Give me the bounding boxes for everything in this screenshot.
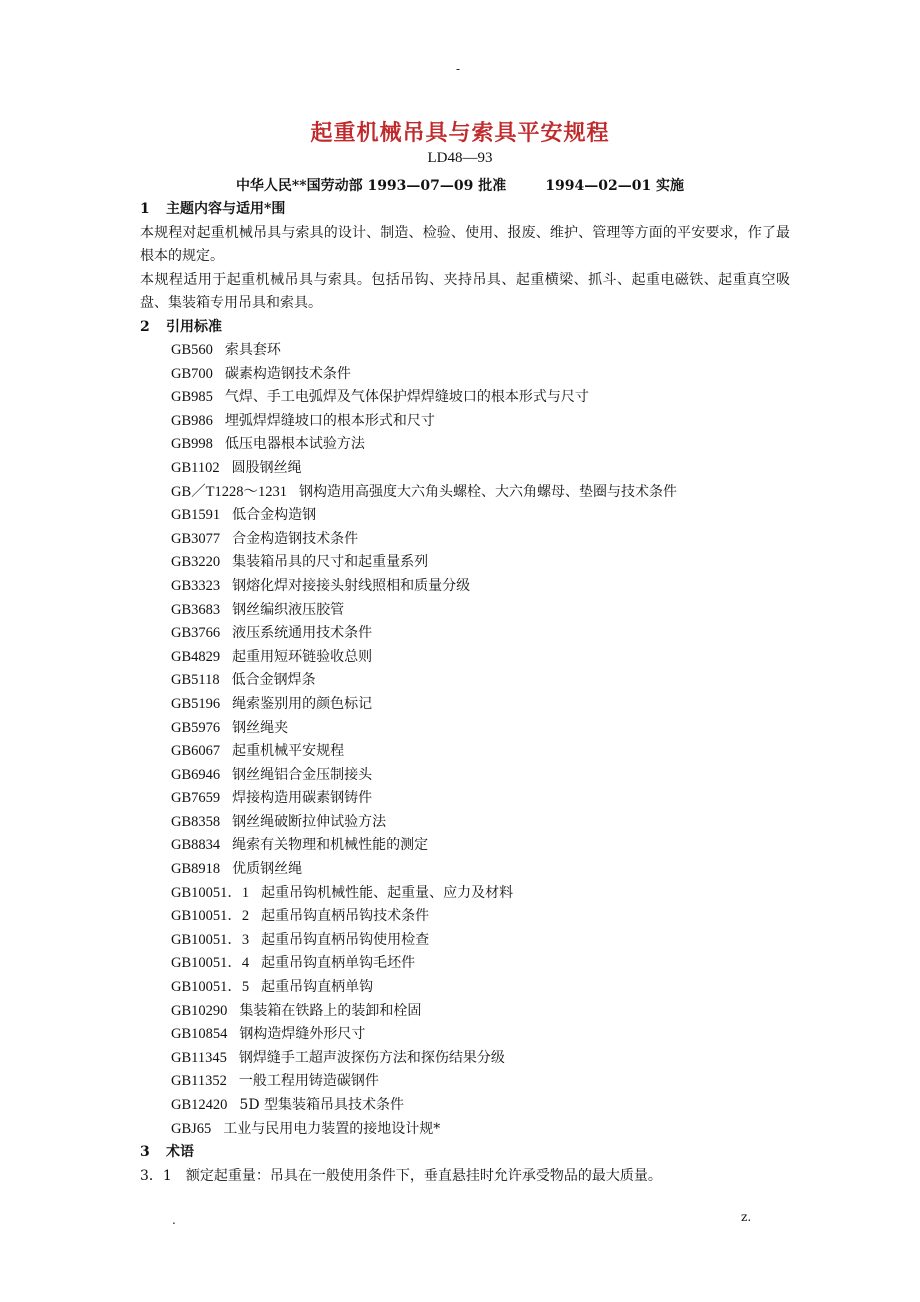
section-heading-1 [140, 198, 790, 222]
standard-code: GB8918 [171, 861, 221, 878]
standard-name: 起重机械平安规程 [232, 743, 345, 760]
standard-name: 绳索有关物理和机械性能的测定 [232, 837, 429, 854]
paragraph-scope-2: 本规程适用于起重机械吊具与索具。包括吊钩、夹持吊具、起重横梁、抓斗、起重电磁铁、起重真空吸盘、集装箱专用吊具和索具。 [140, 271, 790, 311]
standard-name: 气焊、手工电弧焊及气体保护焊焊缝坡口的根本形式与尺寸 [224, 389, 589, 406]
standard-name: 液压系统通用技术条件 [232, 625, 373, 642]
standard-item [171, 834, 790, 858]
document-body [140, 198, 790, 1188]
standard-code: GB6067 [171, 743, 221, 760]
standard-item [171, 1047, 790, 1071]
standard-item [171, 551, 790, 575]
section-title: 术语 [166, 1144, 194, 1161]
term-number: 3．1 [140, 1167, 172, 1184]
paragraph-scope-1: 本规程对起重机械吊具与索具的设计、制造、检验、使用、报废、维护、管理等方面的平安要求，作了最根本的规定。 [140, 224, 790, 264]
standard-name: 工业与民用电力装置的接地设计规* [223, 1120, 441, 1137]
standard-code: GBJ65 [171, 1120, 212, 1137]
standard-code: GB4829 [171, 648, 221, 665]
standard-name: 埋弧焊焊缝坡口的根本形式和尺寸 [224, 412, 435, 429]
standard-code: GB3220 [171, 554, 221, 571]
standard-item [171, 575, 790, 599]
standard-name: 钢构造用高强度大六角头螺栓、大六角螺母、垫圈与技术条件 [299, 483, 677, 500]
standard-name: 集装箱在铁路上的装卸和栓固 [239, 1002, 422, 1019]
standard-name: 绳索鉴别用的颜色标记 [232, 695, 373, 712]
standard-code: GB700 [171, 365, 213, 382]
standard-code: GB／T1228～1231 [171, 483, 287, 500]
standard-item [171, 858, 790, 882]
standard-code: GB3323 [171, 577, 221, 594]
standard-name: 焊接构造用碳素钢铸件 [232, 790, 373, 807]
standard-name: 钢丝编织液压胶管 [232, 601, 345, 618]
standard-code: GB7659 [171, 790, 221, 807]
standard-item [171, 976, 790, 1000]
standard-code: GB1102 [171, 459, 220, 476]
standard-code: GB11352 [171, 1073, 227, 1090]
standard-item [171, 528, 790, 552]
standard-item [171, 693, 790, 717]
standard-code: GB985 [171, 389, 213, 406]
standard-code: GB5196 [171, 695, 221, 712]
standard-item [171, 1070, 790, 1094]
standard-code: GB10051．2 [171, 908, 250, 925]
standard-item [171, 457, 790, 481]
standard-code: GB10051．4 [171, 955, 250, 972]
standard-code: GB10290 [171, 1002, 228, 1019]
standard-item [171, 433, 790, 457]
standard-name: 合金构造钢技术条件 [232, 530, 359, 547]
standard-name: 钢丝绳铝合金压制接头 [232, 766, 373, 783]
standard-code: GB11345 [171, 1049, 227, 1066]
standard-code: GB986 [171, 412, 213, 429]
section-number: 3 [140, 1144, 150, 1161]
standard-code: GB560 [171, 342, 213, 358]
standard-name: 集装箱吊具的尺寸和起重量系列 [232, 554, 429, 571]
standard-name: 碳素构造钢技术条件 [224, 365, 351, 382]
section-heading-2 [140, 316, 790, 340]
standard-item [171, 905, 790, 929]
standard-item [171, 339, 790, 363]
standard-name: 钢熔化焊对接接头射线照相和质量分级 [232, 577, 471, 594]
section-number: 2 [140, 318, 150, 335]
standard-item [171, 929, 790, 953]
standard-code: GB10051．1 [171, 884, 250, 901]
standard-item [171, 410, 790, 434]
standard-item [171, 504, 790, 528]
section-heading-3 [140, 1141, 790, 1165]
standard-item [171, 882, 790, 906]
standard-item [171, 363, 790, 387]
standard-name: 钢构造焊缝外形尺寸 [239, 1026, 366, 1043]
standard-name: 起重吊钩机械性能、起重量、应力及材料 [261, 884, 514, 901]
standard-code: GB5976 [171, 719, 221, 736]
standard-name: 低合金钢焊条 [231, 672, 316, 689]
standard-code: GB998 [171, 436, 213, 453]
standard-code: GB10051．3 [171, 931, 250, 948]
standard-item [171, 1000, 790, 1024]
standard-code: GB6946 [171, 766, 221, 783]
standard-name: 起重吊钩直柄单钩 [261, 979, 374, 996]
approval-line: 中华人民**国劳动部 1993—07—09 批准 1994—02—01 实施 [235, 178, 685, 194]
standard-item [171, 717, 790, 741]
standard-item [171, 1094, 790, 1118]
section-number: 1 [140, 201, 150, 217]
standard-item [171, 952, 790, 976]
standard-item [171, 764, 790, 788]
standard-code: GB3077 [171, 530, 221, 547]
terms-list [140, 1165, 790, 1189]
footer-right-mark: z. [741, 1210, 752, 1224]
standard-name: 钢丝绳夹 [232, 719, 289, 736]
standard-code: GB1591 [171, 507, 221, 524]
standard-code: GB5118 [171, 672, 220, 689]
standard-name: 一般工程用铸造碳钢件 [238, 1073, 379, 1090]
standard-name: 低压电器根本试验方法 [224, 436, 365, 453]
section-title: 主题内容与适用*围 [166, 201, 286, 217]
standard-item [171, 481, 790, 505]
standard-code: GB10051．5 [171, 979, 250, 996]
standard-name: 起重吊钩直柄单钩毛坯件 [261, 955, 416, 972]
standard-item [171, 811, 790, 835]
standard-item [171, 646, 790, 670]
standard-name: 起重用短环链验收总则 [232, 648, 373, 665]
standard-item [171, 787, 790, 811]
section-title: 引用标准 [166, 318, 222, 335]
standard-item [171, 669, 790, 693]
header-mark: - [456, 62, 461, 76]
standard-code: GB3766 [171, 625, 221, 642]
standard-code: GB10854 [171, 1026, 228, 1043]
footer-left-mark: . [172, 1213, 176, 1227]
standard-name: 5D 型集装箱吊具技术条件 [239, 1097, 404, 1113]
standard-code: GB12420 [171, 1097, 228, 1113]
standard-name: 起重吊钩直柄吊钩使用检查 [261, 931, 430, 948]
document-title: 起重机械吊具与索具平安规程 [310, 120, 610, 146]
standard-item [171, 622, 790, 646]
standard-name: 钢丝绳破断拉伸试验方法 [232, 813, 387, 830]
standard-item [171, 1118, 790, 1142]
term-item [140, 1165, 790, 1189]
standard-name: 低合金构造钢 [232, 507, 317, 524]
term-text: 额定起重量：吊具在一般使用条件下，垂直悬挂时允许承受物品的最大质量。 [185, 1167, 662, 1184]
standard-item [171, 599, 790, 623]
standard-code: GB8834 [171, 837, 221, 854]
standard-code: GB3683 [171, 601, 221, 618]
standard-item [171, 386, 790, 410]
standards-list [171, 339, 790, 1141]
standard-item [171, 1023, 790, 1047]
standard-name: 钢焊缝手工超声波探伤方法和探伤结果分级 [238, 1049, 505, 1066]
standard-name: 索具套环 [224, 342, 281, 358]
standard-item [171, 740, 790, 764]
standard-name: 优质钢丝绳 [232, 861, 303, 878]
standard-name: 圆股钢丝绳 [231, 459, 302, 476]
standard-code: LD48—93 [427, 150, 493, 166]
standard-name: 起重吊钩直柄吊钩技术条件 [261, 908, 430, 925]
standard-code: GB8358 [171, 813, 221, 830]
